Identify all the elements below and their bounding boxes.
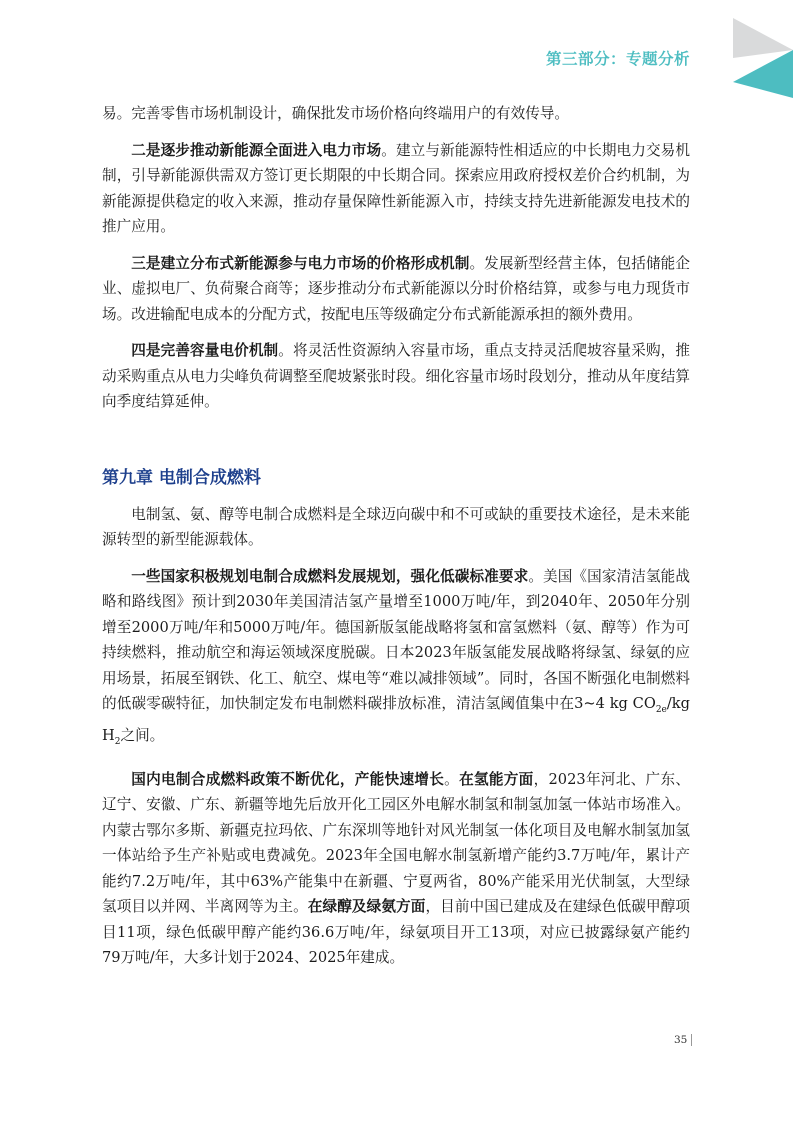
bold-lead: 二是逐步推动新能源全面进入电力市场: [131, 141, 382, 159]
bold-lead: 三是建立分布式新能源参与电力市场的价格形成机制: [131, 254, 470, 272]
corner-decoration: [733, 0, 793, 110]
bold-lead: 四是完善容量电价机制: [131, 342, 279, 359]
paragraph: 三是建立分布式新能源参与电力市场的价格形成机制。发展新型经营主体，包括储能企业、虚拟电厂、负荷聚合商等；逐步推动分布式新能源以分时价格结算，或参与电力现货市场。改进输配电成本的分配方式，按配电压等级确定分布式新能源承担的额外费用。: [102, 254, 690, 323]
chapter-title: 第九章 电制合成燃料: [102, 467, 261, 488]
paragraph: 二是逐步推动新能源全面进入电力市场。建立与新能源特性相适应的中长期电力交易机制，引导新能源供需双方签订更长期限的中长期合同。探索应用政府授权差价合约机制，为新能源提供稳定的收入来源，推动存量保障性新能源入市，持续支持先进新能源发电技术的推广应用。: [102, 141, 690, 235]
section-header: 第三部分：专题分析: [545, 50, 690, 68]
paragraph: 一些国家积极规划电制合成燃料发展规划，强化低碳标准要求。美国《国家清洁氢能战略和路线图》预计到2030年美国清洁氢产量增至1000万吨/年，到2040年、2050年分别增至2000万吨/年和5000万吨/年。德国新版氢能战略将氢和富氢燃料（氨、醇等）作为可持续燃料，推动航空和海运领域深度脱碳。日本2023年版氢能发展战略将绿氢、绿氨的应用场景，拓展至钢铁、化工、航空、煤电等“难以减排领域”。同时，各国不断强化电制燃料的低碳零碳特征，加快制定发布电制燃料碳排放标准，清洁氢阈值集中在3~4 kg $CO_{2e}/kg$ $H_2$之间。: [102, 567, 690, 748]
bold-lead: 在氢能方面: [459, 770, 534, 788]
paragraph: 国内电制合成燃料政策不断优化，产能快速增长。在氢能方面，2023年河北、广东、辽宁、安徽、广东、新疆等地先后放开化工园区外电解水制氢和制氢加氢一体站市场准入。内蒙古鄂尔多斯、新疆克拉玛依、广东深圳等地针对风光制氢一体化项目及电解水制氢加氢一体站给予生产补贴或电费减免。2023年全国电解水制氢新增产能约3.7万吨/年，累计产能约7.2万吨/年，其中63%产能集中在新疆、宁夏两省，80%产能采用光伏制氢，大型绿氢项目以并网、半离网等为主。在绿醇及绿氨方面，目前中国已建成及在建绿色低碳甲醇项目11项，绿色低碳甲醇产能约36.6万吨/年，绿氨项目开工13项，对应已披露绿氨产能约79万吨/年，大多计划于2024、2025年建成。: [102, 770, 690, 967]
bold-lead: 一些国家积极规划电制合成燃料发展规划，强化低碳标准要求: [131, 567, 529, 585]
bold-lead: 在绿醇及绿氨方面: [307, 898, 426, 916]
bold-lead: 国内电制合成燃料政策不断优化，产能快速增长: [131, 770, 445, 788]
page-number: 35: [674, 1034, 692, 1046]
paragraph: 易。完善零售市场机制设计，确保批发市场价格向终端用户的有效传导。: [102, 105, 570, 122]
paragraph: 电制氢、氨、醇等电制合成燃料是全球迈向碳中和不可或缺的重要技术途径，是未来能源转型的新型能源载体。: [102, 505, 690, 548]
paragraph: 四是完善容量电价机制。将灵活性资源纳入容量市场，重点支持灵活爬坡容量采购，推动采购重点从电力尖峰负荷调整至爬坡紧张时段。细化容量市场时段划分，推动从年度结算向季度结算延伸。: [102, 342, 690, 410]
document-body: [102, 101, 690, 982]
